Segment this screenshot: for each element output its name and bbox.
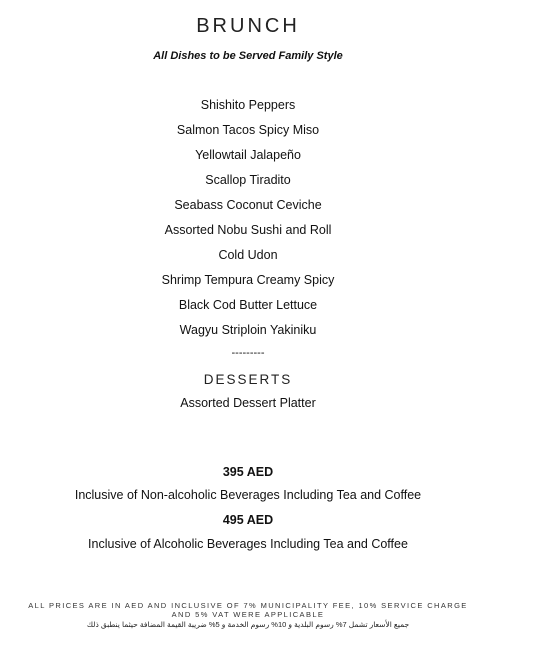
dessert-item: Assorted Dessert Platter <box>180 396 316 410</box>
dish-item: Shrimp Tempura Creamy Spicy <box>161 273 335 287</box>
dish-item: Cold Udon <box>218 248 278 262</box>
dish-list <box>0 96 496 346</box>
price-option-2: 495 AED <box>222 513 274 527</box>
dish-item: Assorted Nobu Sushi and Roll <box>164 223 332 237</box>
menu-subtitle: All Dishes to be Served Family Style <box>153 50 343 62</box>
price-option-1: 395 AED <box>222 465 274 479</box>
dish-item: Scallop Tiradito <box>205 173 291 187</box>
section-separator: --------- <box>231 347 265 359</box>
dish-item: Black Cod Butter Lettuce <box>178 298 318 312</box>
price-option-2-note: Inclusive of Alcoholic Beverages Including Tea and Coffee <box>88 537 408 551</box>
dish-item: Salmon Tacos Spicy Miso <box>176 123 320 137</box>
dish-item: Shishito Peppers <box>200 98 296 112</box>
dish-item: Yellowtail Jalapeño <box>195 148 301 162</box>
fine-print-arabic: جميع الأسعار تشمل 7% رسوم البلدية و 10% رسوم الخدمة و 5% ضريبة القيمة المضافة حيثما ينطبق ذلك <box>86 620 410 629</box>
menu-title: BRUNCH <box>196 15 300 37</box>
fine-print-line-2: AND 5% VAT WERE APPLICABLE <box>171 610 325 619</box>
price-option-1-note: Inclusive of Non-alcoholic Beverages Including Tea and Coffee <box>74 488 422 502</box>
dish-item: Seabass Coconut Ceviche <box>174 198 322 212</box>
desserts-heading: DESSERTS <box>203 372 293 387</box>
fine-print-line-1: ALL PRICES ARE IN AED AND INCLUSIVE OF 7% MUNICIPALITY FEE, 10% SERVICE CHARGE <box>28 601 468 610</box>
dish-item: Wagyu Striploin Yakiniku <box>179 323 317 337</box>
